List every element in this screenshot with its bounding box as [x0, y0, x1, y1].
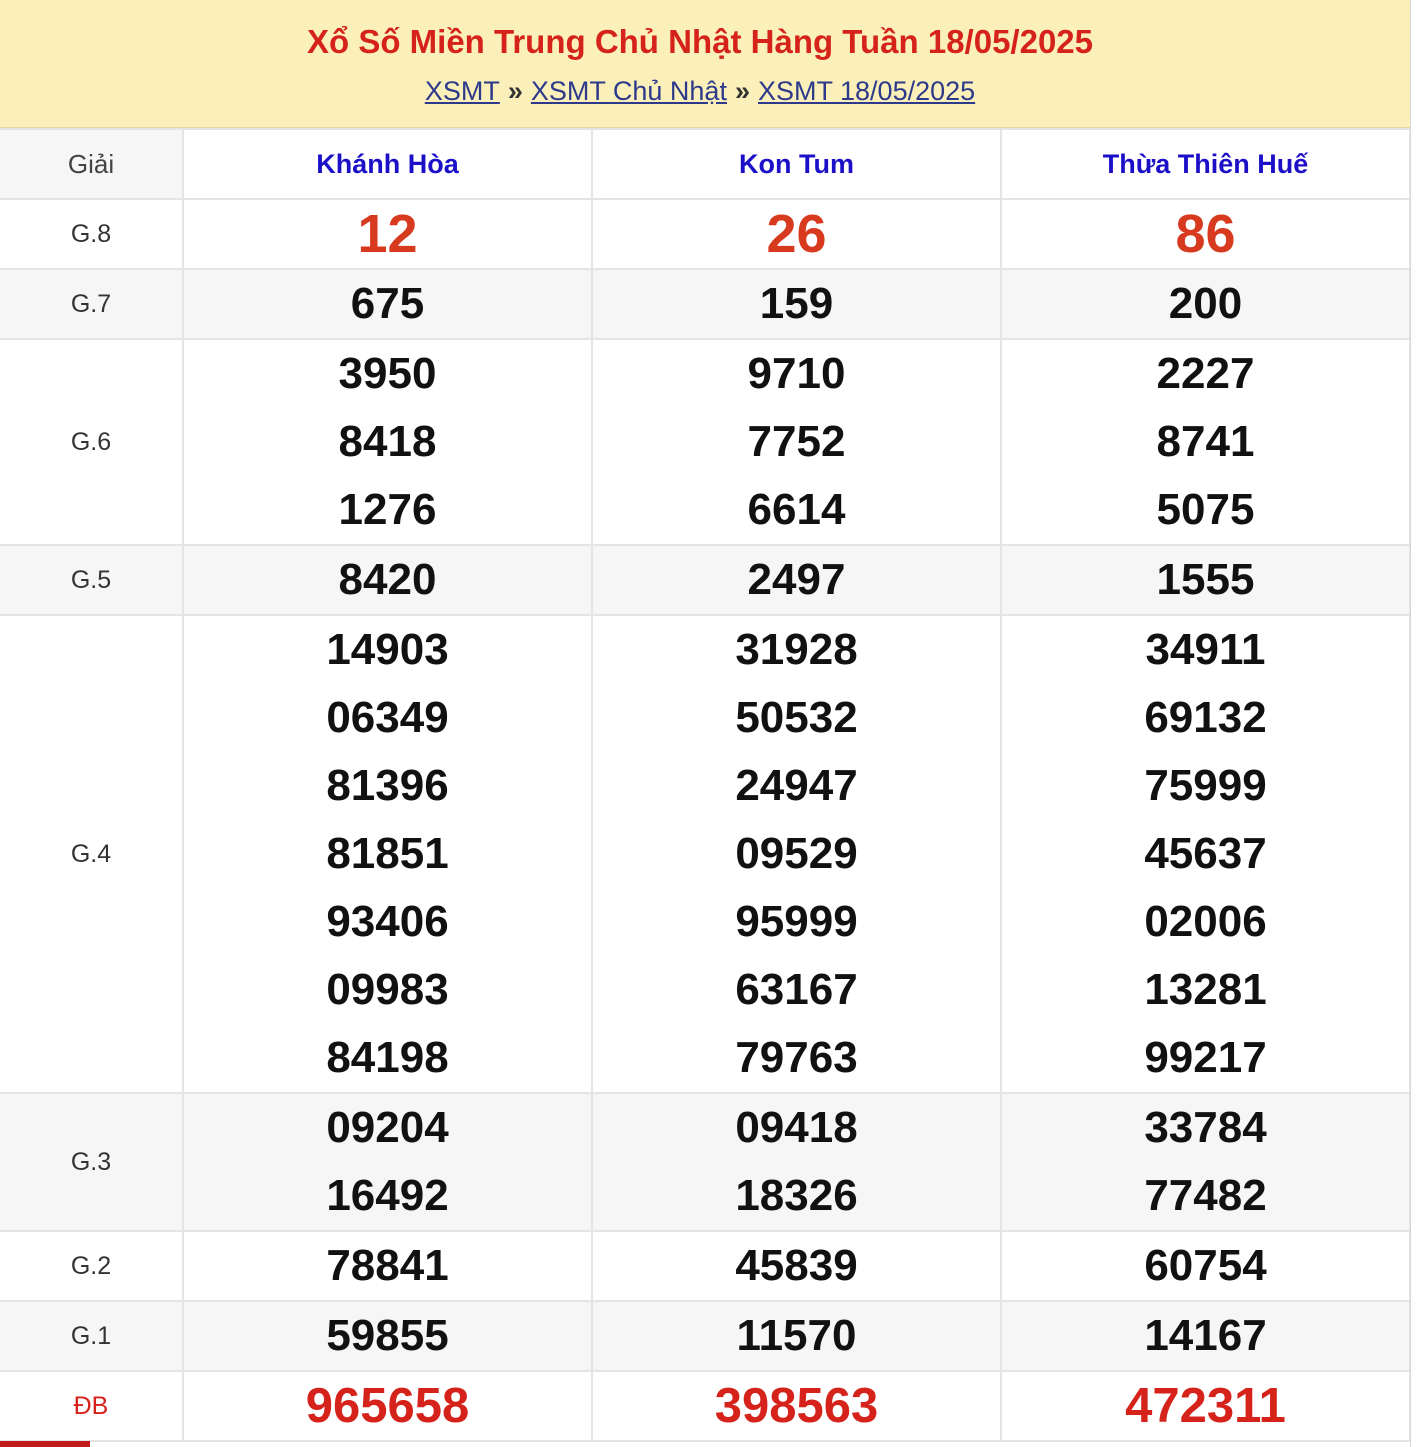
prize-cell — [1001, 1231, 1410, 1301]
prize-cell — [592, 615, 1001, 1093]
prize-label: G.3 — [0, 1093, 183, 1231]
prize-cell — [592, 339, 1001, 545]
province-header-thua-thien-hue: Thừa Thiên Huế — [1001, 129, 1410, 199]
prize-number: 159 — [759, 279, 834, 328]
special-prize-number: 965658 — [305, 1379, 470, 1433]
prize-number: 50532 — [735, 693, 858, 742]
prize-number: 78841 — [326, 1241, 449, 1290]
prize-number: 16492 — [326, 1171, 449, 1220]
special-prize-number: 398563 — [714, 1379, 879, 1433]
prize-number: 12 — [357, 204, 418, 264]
prize-number: 81396 — [326, 761, 449, 810]
breadcrumb — [0, 72, 1400, 110]
prize-cell — [1001, 199, 1410, 269]
results-table — [0, 128, 1411, 1442]
prize-cell — [1001, 1301, 1410, 1371]
prize-row — [0, 1093, 1410, 1231]
prize-number: 99217 — [1144, 1033, 1267, 1082]
prize-label: G.1 — [0, 1301, 183, 1371]
scrollbar-track — [1410, 0, 1420, 1447]
results-header — [0, 0, 1410, 128]
prize-cell — [592, 1371, 1001, 1441]
prize-number: 3950 — [338, 349, 437, 398]
prize-cell — [592, 545, 1001, 615]
province-header-kon-tum: Kon Tum — [592, 129, 1001, 199]
prize-number: 33784 — [1144, 1103, 1267, 1152]
prize-number: 675 — [350, 279, 425, 328]
prize-number: 200 — [1168, 279, 1243, 328]
prize-cell — [1001, 615, 1410, 1093]
prize-number: 11570 — [736, 1311, 857, 1360]
prize-row — [0, 339, 1410, 545]
prize-number: 63167 — [735, 965, 858, 1014]
prize-number: 7752 — [747, 417, 846, 466]
prize-cell — [592, 269, 1001, 339]
prize-number: 14903 — [326, 625, 449, 674]
prize-cell — [1001, 269, 1410, 339]
results-body — [0, 199, 1410, 1441]
prize-number: 60754 — [1144, 1241, 1267, 1290]
prize-number: 09983 — [326, 965, 449, 1014]
prize-number: 2497 — [747, 555, 846, 604]
prize-cell — [183, 615, 592, 1093]
prize-row — [0, 545, 1410, 615]
prize-row — [0, 1301, 1410, 1371]
prize-cell — [592, 1093, 1001, 1231]
prize-number: 06349 — [326, 693, 449, 742]
prize-number: 09204 — [326, 1103, 449, 1152]
prize-number: 24947 — [735, 761, 858, 810]
prize-number: 6614 — [747, 485, 846, 534]
prize-label: G.6 — [0, 339, 183, 545]
prize-number: 59855 — [326, 1311, 449, 1360]
prize-number: 45839 — [735, 1241, 858, 1290]
prize-cell — [183, 339, 592, 545]
prize-number: 86 — [1175, 204, 1236, 264]
breadcrumb-separator: » — [734, 76, 750, 106]
prize-number: 26 — [766, 204, 827, 264]
prize-label: G.5 — [0, 545, 183, 615]
prize-label: G.8 — [0, 199, 183, 269]
prize-number: 93406 — [326, 897, 449, 946]
prize-cell — [592, 1231, 1001, 1301]
prize-number: 81851 — [326, 829, 449, 878]
prize-number: 95999 — [735, 897, 858, 946]
bottom-accent-bar — [0, 1441, 90, 1447]
prize-label: G.2 — [0, 1231, 183, 1301]
prize-number: 02006 — [1144, 897, 1267, 946]
prize-number: 45637 — [1144, 829, 1267, 878]
breadcrumb-separator: » — [507, 76, 523, 106]
prize-cell — [183, 545, 592, 615]
prize-cell — [183, 1231, 592, 1301]
prize-number: 75999 — [1144, 761, 1267, 810]
prize-label: ĐB — [0, 1371, 183, 1441]
prize-row — [0, 615, 1410, 1093]
prize-number: 09529 — [735, 829, 858, 878]
special-prize-number: 472311 — [1125, 1379, 1286, 1433]
prize-label: G.7 — [0, 269, 183, 339]
prize-number: 1555 — [1156, 555, 1255, 604]
prize-cell — [1001, 545, 1410, 615]
prize-row — [0, 199, 1410, 269]
prize-cell — [1001, 339, 1410, 545]
prize-row — [0, 1231, 1410, 1301]
prize-number: 13281 — [1144, 965, 1267, 1014]
prize-number: 79763 — [735, 1033, 858, 1082]
prize-number: 69132 — [1144, 693, 1267, 742]
prize-number: 8420 — [338, 555, 437, 604]
breadcrumb-link-xsmt-sunday[interactable]: XSMT Chủ Nhật — [530, 76, 727, 106]
prize-row — [0, 269, 1410, 339]
prize-number: 5075 — [1156, 485, 1255, 534]
prize-number: 1276 — [338, 485, 437, 534]
prize-column-header: Giải — [0, 129, 183, 199]
prize-cell — [183, 1093, 592, 1231]
prize-cell — [183, 1301, 592, 1371]
prize-cell — [183, 1371, 592, 1441]
prize-number: 34911 — [1145, 625, 1266, 674]
prize-number: 84198 — [326, 1033, 449, 1082]
prize-number: 9710 — [747, 349, 846, 398]
prize-cell — [1001, 1371, 1410, 1441]
breadcrumb-link-xsmt[interactable]: XSMT — [424, 76, 500, 106]
prize-number: 77482 — [1144, 1171, 1267, 1220]
prize-cell — [183, 269, 592, 339]
prize-number: 18326 — [735, 1171, 858, 1220]
prize-number: 8418 — [338, 417, 437, 466]
prize-number: 31928 — [735, 625, 858, 674]
table-header-row — [0, 129, 1410, 199]
breadcrumb-link-xsmt-date[interactable]: XSMT 18/05/2025 — [758, 76, 976, 106]
prize-number: 09418 — [735, 1103, 858, 1152]
prize-cell — [592, 199, 1001, 269]
prize-cell — [592, 1301, 1001, 1371]
prize-number: 14167 — [1144, 1311, 1267, 1360]
page-title: Xổ Số Miền Trung Chủ Nhật Hàng Tuần 18/05/2025 — [306, 23, 1094, 60]
prize-row — [0, 1371, 1410, 1441]
prize-cell — [183, 199, 592, 269]
prize-label: G.4 — [0, 615, 183, 1093]
province-header-khanh-hoa: Khánh Hòa — [183, 129, 592, 199]
prize-number: 8741 — [1156, 417, 1255, 466]
prize-number: 2227 — [1156, 349, 1255, 398]
prize-cell — [1001, 1093, 1410, 1231]
